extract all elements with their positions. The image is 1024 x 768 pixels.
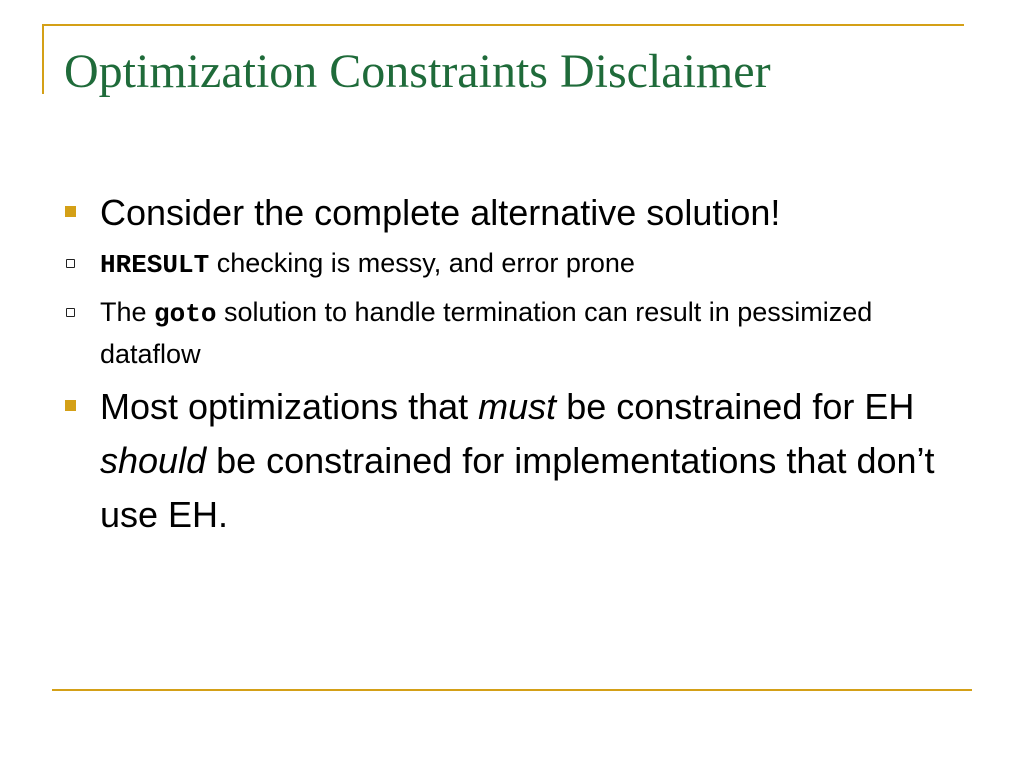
- bullet-most-optimizations: [62, 380, 962, 542]
- sub-bullet-text: solution to handle termination can result in pessimized dataflow: [100, 297, 873, 369]
- bullet-text-part: Most optimizations that: [100, 386, 479, 427]
- title-frame-left-rule: [42, 24, 44, 94]
- sub-bullet-list: [62, 240, 962, 374]
- code-goto: goto: [154, 299, 217, 329]
- title-frame-top-rule: [42, 24, 964, 26]
- bullet-text-part: be constrained for implementations that don’t use EH.: [100, 440, 935, 535]
- square-bullet-icon: [65, 400, 76, 411]
- square-bullet-icon: [65, 206, 76, 217]
- sub-bullet-prefix: The: [100, 297, 155, 327]
- sub-bullet-goto: [62, 288, 962, 374]
- slide-body: [62, 186, 962, 542]
- slide-title: Optimization Constraints Disclaimer: [64, 45, 771, 98]
- hollow-square-bullet-icon: [66, 308, 75, 317]
- bullet-consider-alternative: [62, 186, 962, 240]
- bullet-text-part: be constrained for EH: [556, 386, 915, 427]
- code-hresult: HRESULT: [100, 250, 210, 280]
- emphasis-should: should: [100, 440, 207, 481]
- footer-rule: [52, 689, 972, 691]
- hollow-square-bullet-icon: [66, 259, 75, 268]
- sub-bullet-hresult: [62, 240, 962, 288]
- bullet-text: Consider the complete alternative solution!: [100, 192, 781, 233]
- sub-bullet-text: checking is messy, and error prone: [209, 248, 635, 278]
- emphasis-must: must: [478, 386, 557, 427]
